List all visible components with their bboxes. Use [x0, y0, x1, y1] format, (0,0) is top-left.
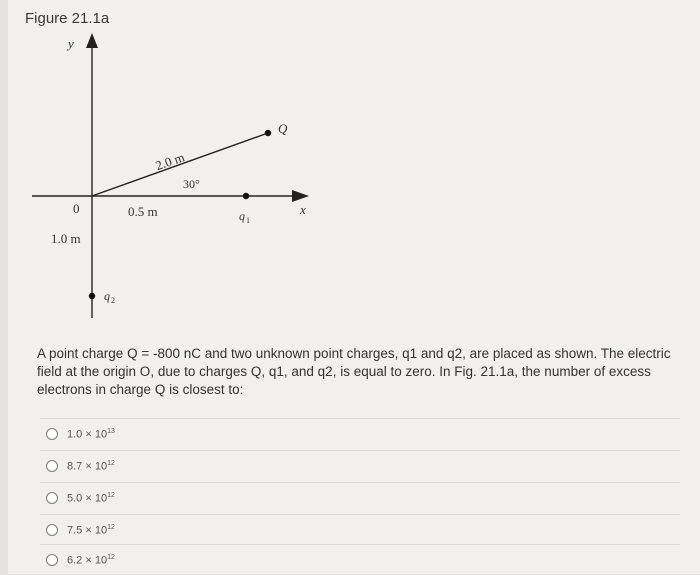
option-label	[67, 460, 115, 473]
charge-q2-dot	[89, 293, 95, 299]
option-3[interactable]	[40, 482, 680, 513]
q1-label: q	[239, 209, 245, 223]
radio-button-icon[interactable]	[46, 554, 58, 566]
option-label	[67, 492, 115, 505]
distance-q-label: 2.0 m	[153, 149, 187, 174]
option-mantissa: 7.5 × 10	[67, 524, 108, 537]
radio-button-icon[interactable]	[46, 492, 58, 504]
q1-subscript: 1	[246, 216, 250, 225]
x-axis-arrow-icon	[292, 190, 309, 202]
y-axis-label: y	[68, 36, 74, 51]
x-axis-label: x	[300, 202, 306, 217]
question-text: A point charge Q = -800 nC and two unknown point charges, q1 and q2, are placed as shown. The electric field at the origin O, due to charges Q, q1, and q2, is equal to zero. In Fig. 21.1a, the number of excess electrons in charge Q is closest to:	[37, 346, 671, 397]
q-label: Q	[278, 121, 288, 136]
option-1[interactable]	[40, 418, 680, 449]
option-4[interactable]	[40, 514, 680, 545]
option-5[interactable]	[40, 544, 680, 575]
q2-label: q	[104, 289, 110, 303]
origin-label: 0	[73, 201, 80, 216]
option-label	[67, 524, 115, 537]
charge-q1-dot	[243, 193, 249, 199]
y-axis-arrow-icon	[86, 33, 98, 48]
option-label	[67, 554, 115, 567]
angle-label: 30°	[183, 177, 200, 191]
option-2[interactable]	[40, 450, 680, 481]
option-exponent: 12	[107, 459, 115, 467]
option-exponent: 12	[107, 523, 115, 531]
q2-subscript: 2	[111, 296, 115, 305]
option-mantissa: 5.0 × 10	[67, 492, 108, 505]
figure-title: Figure 21.1a	[25, 10, 110, 27]
option-mantissa: 6.2 × 10	[67, 554, 108, 567]
distance-q1-label: 0.5 m	[128, 204, 158, 219]
option-exponent: 12	[107, 491, 115, 499]
option-mantissa: 1.0 × 10	[67, 428, 108, 441]
option-exponent: 13	[107, 427, 115, 435]
option-label	[67, 428, 115, 441]
radio-button-icon[interactable]	[46, 428, 58, 440]
option-mantissa: 8.7 × 10	[67, 460, 108, 473]
radio-button-icon[interactable]	[46, 524, 58, 536]
distance-q2-label: 1.0 m	[51, 231, 81, 246]
option-exponent: 12	[107, 553, 115, 561]
charge-q-dot	[265, 130, 271, 136]
radio-button-icon[interactable]	[46, 460, 58, 472]
